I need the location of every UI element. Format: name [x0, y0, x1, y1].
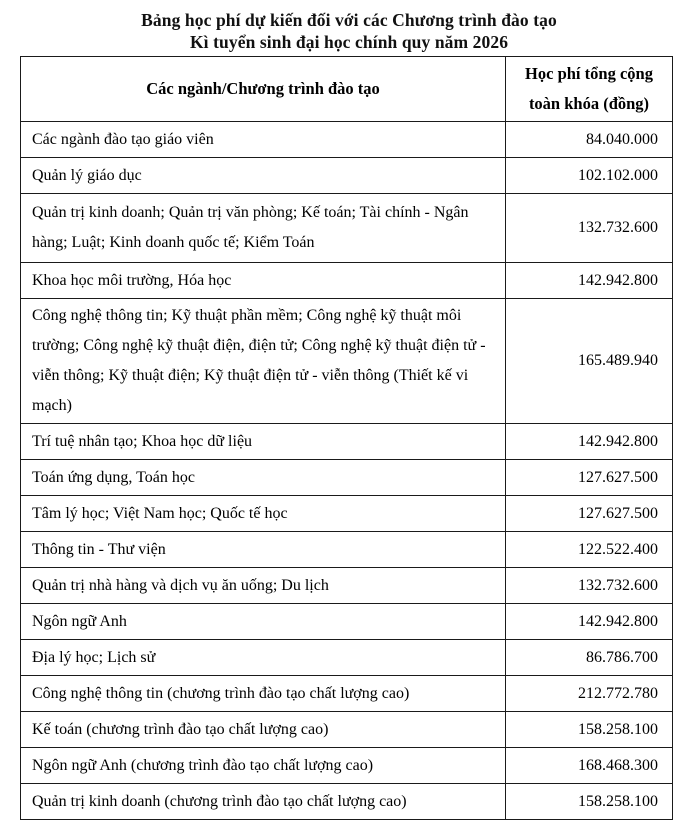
page-title — [0, 0, 698, 53]
cell-fee: 132.732.600 — [506, 194, 673, 263]
cell-program: Địa lý học; Lịch sử — [21, 640, 506, 676]
table-row — [21, 532, 673, 568]
cell-program: Khoa học môi trường, Hóa học — [21, 263, 506, 299]
table-row — [21, 299, 673, 424]
cell-fee: 127.627.500 — [506, 496, 673, 532]
cell-program: Công nghệ thông tin; Kỹ thuật phần mềm; Công nghệ kỹ thuật môi trường; Công nghệ kỹ thuật điện, điện tử; Công nghệ kỹ thuật điện tử - viễn thông; Kỹ thuật điện; Kỹ thuật điện tử - viễn thông (Thiết kế vi mạch) — [21, 299, 506, 424]
table-header — [21, 57, 673, 122]
table-row — [21, 460, 673, 496]
cell-fee: 158.258.100 — [506, 712, 673, 748]
tuition-fee-table-wrapper — [20, 56, 672, 820]
table-row — [21, 568, 673, 604]
cell-program: Quản trị kinh doanh (chương trình đào tạo chất lượng cao) — [21, 784, 506, 820]
cell-fee: 127.627.500 — [506, 460, 673, 496]
cell-program: Quản lý giáo dục — [21, 158, 506, 194]
table-row — [21, 784, 673, 820]
title-line-2: Kì tuyển sinh đại học chính quy năm 2026 — [189, 32, 509, 52]
table-row — [21, 496, 673, 532]
table-row — [21, 712, 673, 748]
cell-program: Các ngành đào tạo giáo viên — [21, 122, 506, 158]
cell-fee: 142.942.800 — [506, 604, 673, 640]
cell-fee: 165.489.940 — [506, 299, 673, 424]
cell-fee: 212.772.780 — [506, 676, 673, 712]
cell-fee: 158.258.100 — [506, 784, 673, 820]
cell-program: Thông tin - Thư viện — [21, 532, 506, 568]
column-header-program: Các ngành/Chương trình đào tạo — [21, 57, 506, 122]
column-header-fee-line-2: toàn khóa (đồng) — [528, 94, 650, 113]
cell-program: Tâm lý học; Việt Nam học; Quốc tế học — [21, 496, 506, 532]
cell-program: Ngôn ngữ Anh (chương trình đào tạo chất lượng cao) — [21, 748, 506, 784]
column-header-fee-line-1: Học phí tổng cộng — [525, 64, 653, 83]
table-row — [21, 424, 673, 460]
cell-fee: 142.942.800 — [506, 424, 673, 460]
table-row — [21, 194, 673, 263]
cell-fee: 132.732.600 — [506, 568, 673, 604]
cell-program: Trí tuệ nhân tạo; Khoa học dữ liệu — [21, 424, 506, 460]
tuition-fee-table — [20, 56, 673, 820]
table-row — [21, 640, 673, 676]
table-row — [21, 122, 673, 158]
table-header-row — [21, 57, 673, 122]
cell-program: Quản trị nhà hàng và dịch vụ ăn uống; Du lịch — [21, 568, 506, 604]
table-row — [21, 676, 673, 712]
cell-fee: 86.786.700 — [506, 640, 673, 676]
cell-fee: 142.942.800 — [506, 263, 673, 299]
cell-program: Quản trị kinh doanh; Quản trị văn phòng; Kế toán; Tài chính - Ngân hàng; Luật; Kinh doanh quốc tế; Kiểm Toán — [21, 194, 506, 263]
column-header-fee — [506, 57, 673, 122]
cell-fee: 122.522.400 — [506, 532, 673, 568]
title-line-1: Bảng học phí dự kiến đối với các Chương trình đào tạo — [141, 10, 557, 30]
cell-program: Ngôn ngữ Anh — [21, 604, 506, 640]
table-row — [21, 263, 673, 299]
cell-fee: 102.102.000 — [506, 158, 673, 194]
cell-program: Kế toán (chương trình đào tạo chất lượng cao) — [21, 712, 506, 748]
table-body — [21, 122, 673, 820]
table-row — [21, 604, 673, 640]
table-row — [21, 748, 673, 784]
cell-fee: 84.040.000 — [506, 122, 673, 158]
cell-program: Công nghệ thông tin (chương trình đào tạo chất lượng cao) — [21, 676, 506, 712]
table-row — [21, 158, 673, 194]
cell-fee: 168.468.300 — [506, 748, 673, 784]
cell-program: Toán ứng dụng, Toán học — [21, 460, 506, 496]
